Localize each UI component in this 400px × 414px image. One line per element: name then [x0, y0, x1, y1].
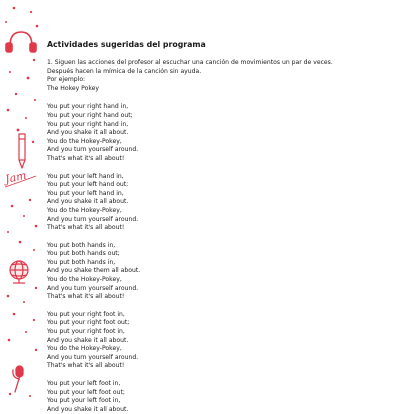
lyric-line: You do the Hokey-Pokey,: [47, 345, 122, 353]
lyric-line: That's what it's all about!: [47, 293, 125, 301]
instruction-line: Por ejemplo:: [47, 76, 86, 84]
lyric-line: You put your right foot in,: [47, 328, 125, 336]
lyric-line: You put your left hand in,: [47, 189, 124, 197]
globe-icon: [10, 261, 28, 283]
lyric-line: You put your left foot in,: [47, 380, 121, 387]
decorative-sidebar: [0, 0, 42, 400]
lyric-line: You put your right hand in,: [47, 120, 129, 128]
instruction-line: 1. Siguen las acciones del profesor al escuchar una canción de movimientos un par de veces.: [47, 59, 333, 66]
lyric-line: And you shake them all about.: [47, 267, 141, 275]
lyric-line: And you turn yourself around.: [47, 284, 139, 292]
lyrics-stanza: [47, 380, 392, 414]
lyric-line: And you turn yourself around.: [47, 146, 139, 154]
instruction-line: Después hacen la mímica de la canción sin ayuda.: [47, 67, 202, 75]
lyric-line: You do the Hokey-Pokey,: [47, 276, 122, 284]
lyric-line: You put your left hand in,: [47, 172, 124, 180]
lyric-line: You do the Hokey-Pokey,: [47, 206, 122, 214]
lyric-line: That's what it's all about!: [47, 154, 125, 162]
headphones-icon: [6, 32, 36, 52]
svg-text:Jam: Jam: [3, 168, 28, 186]
scattered-dots: [5, 7, 38, 397]
lyrics-stanza: [47, 103, 392, 163]
lyric-line: You put your left hand out;: [47, 181, 129, 189]
page-title: Actividades sugeridas del programa: [47, 40, 206, 49]
pencil-icon: [19, 134, 25, 168]
sidebar-doodles: [0, 0, 42, 400]
song-lyrics: [47, 103, 392, 414]
lyric-line: You put your left foot out;: [47, 388, 125, 396]
lyric-line: And you shake it all about.: [47, 198, 129, 206]
lyric-line: You put both hands in,: [47, 258, 116, 266]
lyric-line: You put your right hand in,: [47, 103, 129, 111]
lyric-line: That's what it's all about!: [47, 362, 125, 370]
lyric-line: And you turn yourself around.: [47, 353, 139, 361]
lyrics-stanza: [47, 242, 392, 302]
lyric-line: You put your right foot out;: [47, 319, 130, 327]
lyric-line: You put both hands in,: [47, 241, 116, 249]
lyric-line: That's what it's all about!: [47, 224, 125, 232]
lyric-line: And you shake it all about.: [47, 336, 129, 344]
lyric-line: You put your left foot in,: [47, 397, 121, 405]
document-page: [47, 40, 392, 414]
lyric-line: And you shake it all about.: [47, 405, 129, 413]
lyric-line: And you shake it all about.: [47, 129, 129, 137]
song-title: The Hokey Pokey: [47, 84, 100, 92]
lyric-line: You put your right foot in,: [47, 310, 125, 318]
lyric-line: You put both hands out;: [47, 250, 120, 258]
instructions: [47, 59, 392, 93]
lyric-line: You put your right hand out;: [47, 111, 133, 119]
lyric-line: And you turn yourself around.: [47, 215, 139, 223]
jam-doodle-icon: [2, 169, 36, 187]
lyric-line: You do the Hokey-Pokey,: [47, 137, 122, 145]
lyrics-stanza: [47, 173, 392, 233]
lyrics-stanza: [47, 311, 392, 371]
microphone-icon: [13, 366, 23, 392]
